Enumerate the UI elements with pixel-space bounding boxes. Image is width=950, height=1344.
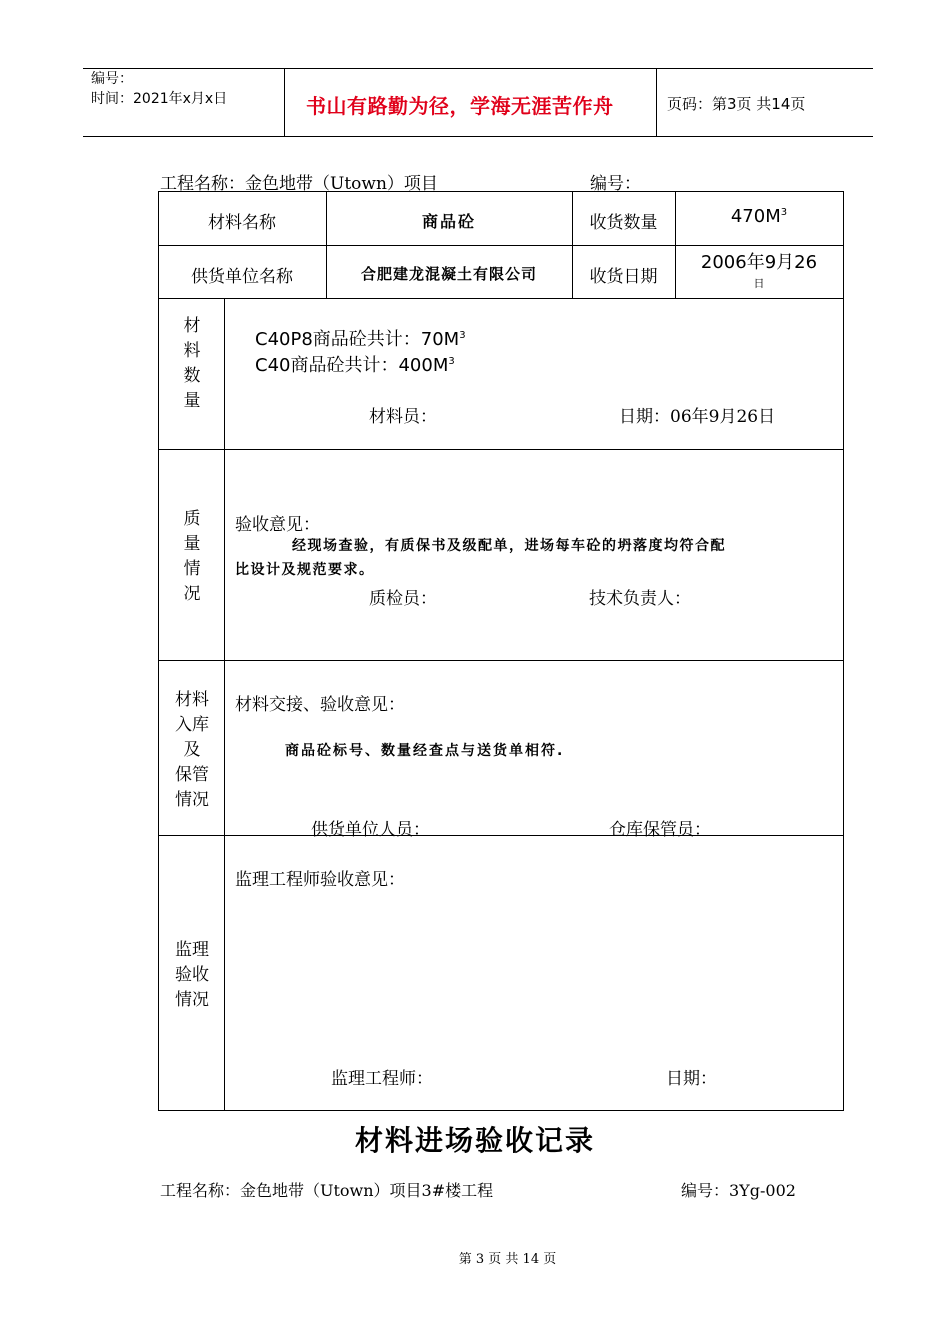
receipt-date-line1: 2006年9月26 [700,252,818,273]
warehouse-keeper-label: 仓库保管员： [609,820,711,840]
header-page-label: 页码：第3页 共14页 [667,95,806,113]
quality-opinion-label: 验收意见： [235,515,320,535]
supervision-opinion-label: 监理工程师验收意见： [235,870,405,890]
project-name: 工程名称：金色地带（Utown）项目 [160,174,438,194]
record-title: 材料进场验收记录 [354,1124,595,1157]
row-rule-3 [158,449,844,450]
material-name-label: 材料名称 [208,213,276,233]
qty-date: 日期：06年9月26日 [619,407,776,427]
header-divider-left [284,68,285,136]
label-col-rule [224,298,225,1110]
tech-lead-label: 技术负责人： [589,589,691,609]
row-rule-1 [158,245,844,246]
receipt-date-label: 收货日期 [589,267,658,287]
supplier-value: 合肥建龙混凝土有限公司 [360,265,537,283]
quality-opinion-line-1: 经现场查验，有质保书及级配单，进场每车砼的坍落度均符合配 [292,538,726,554]
supplier-label: 供货单位名称 [191,267,293,287]
storage-section-label: 材料 入库 及 保管 情况 [175,690,209,810]
quality-opinion-line-2: 比设计及规范要求。 [235,562,375,578]
second-project-number: 编号：3Yg-002 [681,1181,796,1200]
supervisor-label: 监理工程师： [331,1069,433,1089]
receipt-qty-value: $470M^3$ [730,206,788,227]
header-top-rule [83,68,873,69]
material-name-value: 商品砼 [421,212,476,231]
receipt-qty-label: 收货数量 [589,213,658,233]
quality-inspector-label: 质检员： [369,589,437,609]
header-motto: 书山有路勤为径，学海无涯苦作舟 [306,94,614,118]
receipt-date-line2: 日 [753,277,765,290]
header-divider-right [656,68,657,136]
second-project-name: 工程名称：金色地带（Utown）项目3#楼工程 [160,1181,494,1200]
qty-section-label: 材 料 数 量 [183,316,201,411]
header-doc-no-label: 编号： [91,71,133,87]
header-bottom-rule [83,136,873,137]
row-rule-4 [158,660,844,661]
supervision-section-label: 监理 验收 情况 [175,940,209,1010]
project-number-label: 编号： [590,174,641,194]
storage-note: 商品砼标号、数量经查点与送货单相符. [285,743,565,759]
supplier-staff-label: 供货单位人员： [311,820,430,840]
footer-page-number: 第 3 页 共 14 页 [458,1252,557,1267]
qty-line-1: C40P8商品砼共计：$70M^3$ [255,329,466,350]
row-rule-2 [158,298,844,299]
storage-opinion-label: 材料交接、验收意见： [235,695,405,715]
material-clerk-label: 材料员： [369,407,437,427]
qty-line-2: C40商品砼共计：$400M^3$ [255,355,455,376]
supervision-date-label: 日期： [666,1069,717,1089]
header-time: 时间：2021年x月x日 [91,91,228,107]
row-rule-5 [158,835,844,836]
quality-section-label: 质 量 情 况 [183,509,201,604]
